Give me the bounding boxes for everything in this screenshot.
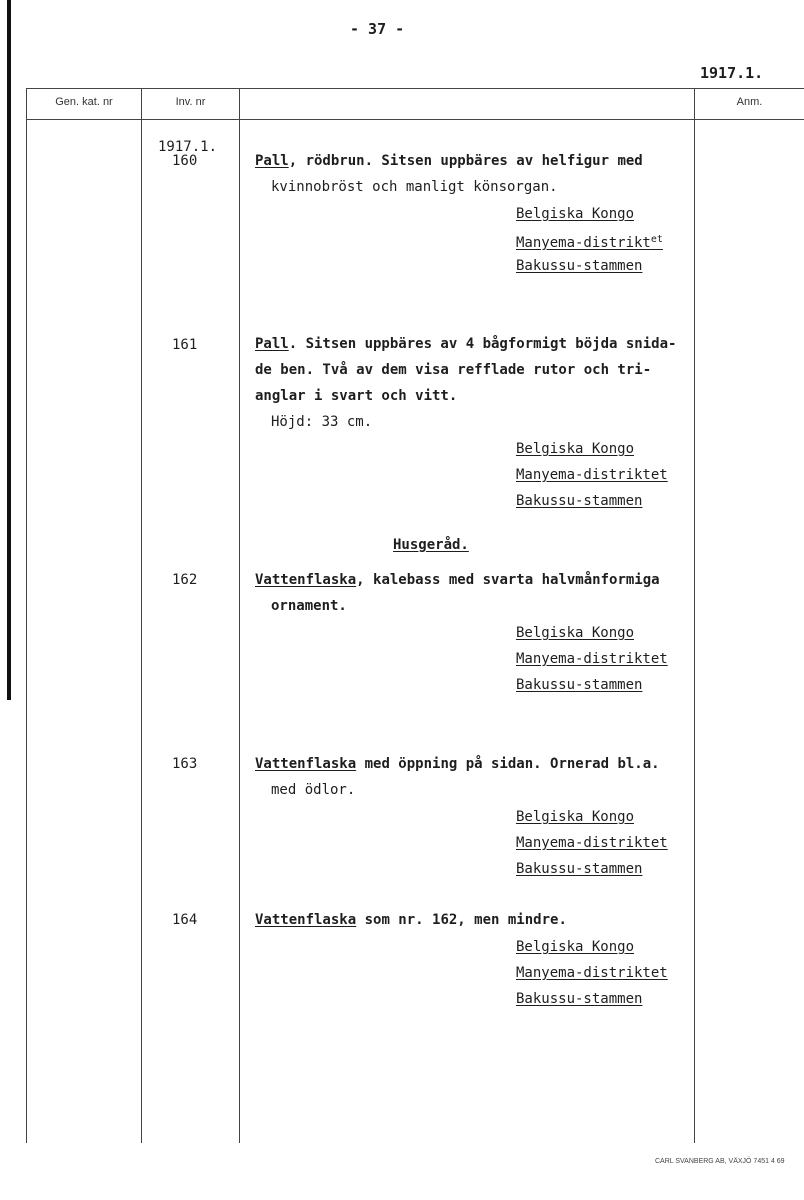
location-country: Belgiska Kongo [516, 939, 635, 955]
entry-line [255, 912, 567, 928]
entry-title: Vattenflaska [255, 756, 357, 772]
section-heading: Husgeråd. [393, 537, 469, 553]
column-header-gen: Gen. kat. nr [55, 96, 113, 108]
location-tribe: Bakussu-stammen [516, 991, 643, 1007]
location-tribe: Bakussu-stammen [516, 861, 643, 877]
entry-description: som nr. 162, men mindre. [356, 912, 567, 928]
entry-line: anglar i svart och vitt. [255, 388, 458, 404]
inv-number: 160 [172, 153, 198, 169]
table-top-rule [26, 88, 804, 89]
inv-number: 162 [172, 572, 198, 588]
inv-number: 164 [172, 912, 198, 928]
location-country: Belgiska Kongo [516, 206, 635, 222]
entry-description: , kalebass med svarta halvmånformiga [356, 572, 660, 588]
location-country: Belgiska Kongo [516, 625, 635, 641]
district-suffix: et [650, 234, 663, 245]
location-country: Belgiska Kongo [516, 441, 635, 457]
inv-number: 163 [172, 756, 198, 772]
location-district: Manyema-distriktet [516, 965, 668, 981]
entry-title: Vattenflaska [255, 572, 357, 588]
entry-title: Vattenflaska [255, 912, 357, 928]
entry-line: de ben. Två av dem visa refflade rutor och tri- [255, 362, 652, 378]
location-tribe: Bakussu-stammen [516, 258, 643, 274]
column-header-anm: Anm. [736, 96, 763, 108]
entry-line: kvinnobröst och manligt könsorgan. [271, 179, 558, 195]
page-number: - 37 - [350, 20, 405, 38]
location-district: Manyema-distriktet [516, 467, 668, 483]
column-rule-text-anm [694, 88, 695, 1143]
location-district [516, 232, 663, 251]
entry-line: med ödlor. [271, 782, 356, 798]
location-district: Manyema-distriktet [516, 651, 668, 667]
location-tribe: Bakussu-stammen [516, 677, 643, 693]
column-rule-left [26, 88, 27, 1143]
binding-edge [7, 0, 11, 700]
printer-imprint: CARL SVANBERG AB, VÄXJÖ 7451 4 69 [655, 1158, 785, 1165]
column-rule-inv-text [239, 88, 240, 1143]
entry-line [255, 756, 660, 772]
header-year: 1917.1. [700, 64, 764, 82]
entry-line: ornament. [271, 598, 347, 614]
location-tribe: Bakussu-stammen [516, 493, 643, 509]
table-header-rule [26, 119, 804, 120]
column-rule-gen-inv [141, 88, 142, 1143]
column-header-inv: Inv. nr [175, 96, 206, 108]
entry-line [255, 572, 660, 588]
inv-year: 1917.1. [158, 139, 218, 155]
entry-description: . Sitsen uppbäres av 4 bågformigt böjda snida- [288, 336, 677, 352]
district-text: Manyema-distrikt [516, 235, 651, 251]
entry-title: Pall [255, 336, 289, 352]
entry-description: , rödbrun. Sitsen uppbäres av helfigur med [288, 153, 643, 169]
entry-title: Pall [255, 153, 289, 169]
entry-line [255, 153, 643, 169]
entry-line: Höjd: 33 cm. [271, 414, 373, 430]
inv-number: 161 [172, 337, 198, 353]
entry-line [255, 336, 676, 352]
location-district: Manyema-distriktet [516, 835, 668, 851]
entry-description: med öppning på sidan. Ornerad bl.a. [356, 756, 660, 772]
location-country: Belgiska Kongo [516, 809, 635, 825]
